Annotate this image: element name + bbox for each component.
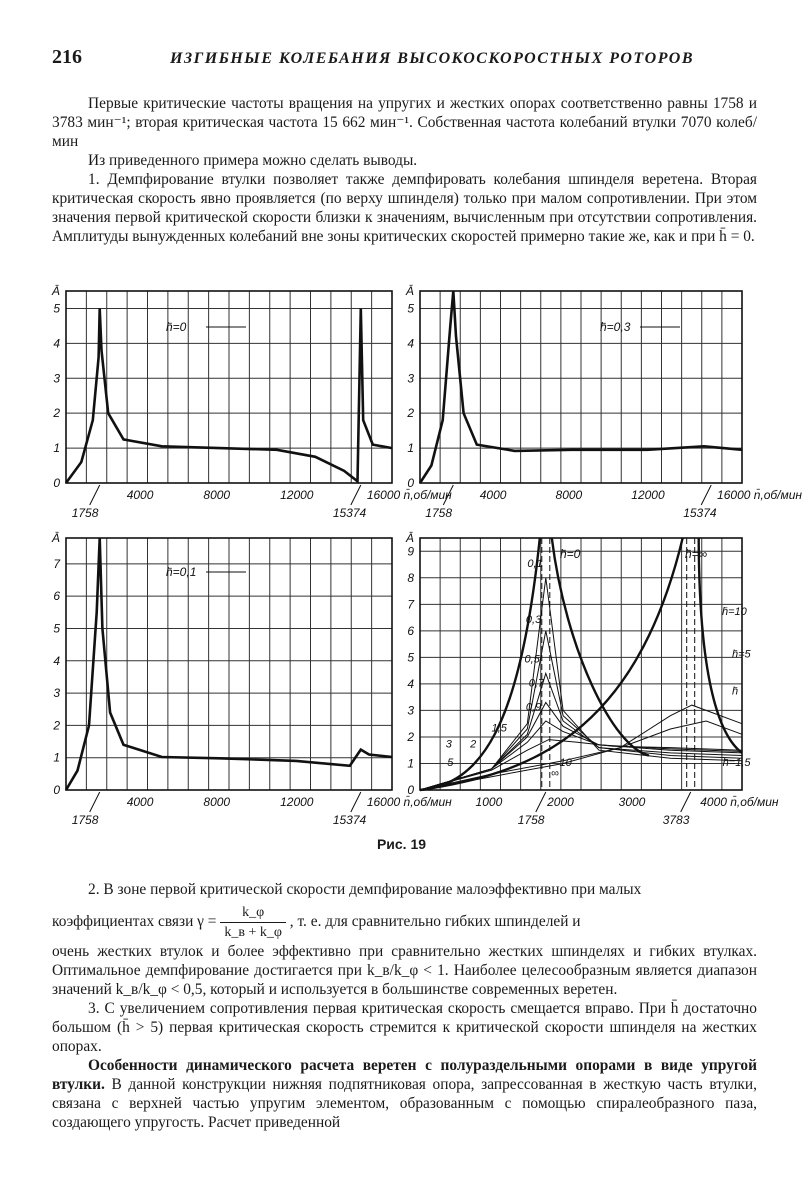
x-mark-label: 1758 <box>517 813 545 827</box>
panel-label: h̄=0,1 <box>166 565 197 579</box>
series-line-hinf-right <box>699 538 742 753</box>
coupling-coef-label: коэффициентах связи γ = <box>52 913 217 931</box>
figure-19 <box>0 275 803 835</box>
panel-label: h̄=0,3 <box>600 320 631 334</box>
y-tick-label: 5 <box>407 650 414 665</box>
conclusion-paragraph-4 <box>52 1056 757 1132</box>
x-mark-pointer <box>536 792 546 812</box>
x-mark-label: 1758 <box>71 506 99 520</box>
curve-label: 10 <box>559 757 572 770</box>
y-tick-label: 3 <box>53 371 60 386</box>
y-tick-label: 1 <box>407 756 414 771</box>
page-number: 216 <box>52 46 82 68</box>
y-tick-label: 0 <box>53 476 60 490</box>
x-mark-pointer <box>681 792 691 812</box>
x-tick-label: 12000 <box>280 488 314 502</box>
panel-label-right: h̄=∞ <box>685 547 708 561</box>
intro-paragraph-1: Первые критические частоты вращения на упругих и жестких опорах соответственно равны 1758 и 3783 мин⁻¹; вторая критическая частота 15 662 мин⁻¹. Собственная частота колебаний втулки 7070 колеб/мин <box>52 95 757 150</box>
y-tick-label: 8 <box>407 570 414 585</box>
intro-text <box>52 94 757 246</box>
y-tick-label: 1 <box>407 441 414 456</box>
x-tick-label: 4000 <box>479 488 507 502</box>
page-header <box>52 46 752 74</box>
curve-label: h̄ <box>731 685 739 698</box>
x-mark-pointer <box>351 485 361 505</box>
y-tick-label: 0 <box>407 476 414 490</box>
panel-label: h̄=0 <box>166 320 187 334</box>
x-tick-label: 12000 <box>631 488 665 502</box>
y-tick-label: 4 <box>407 336 414 351</box>
running-title: ИЗГИБНЫЕ КОЛЕБАНИЯ ВЫСОКОСКОРОСТНЫХ РОТОРОВ <box>170 50 695 67</box>
x-mark-pointer <box>351 792 361 812</box>
x-mark-label: 15374 <box>683 506 717 520</box>
x-tick-label: 12000 <box>280 795 314 809</box>
x-tick-label: 2000 <box>547 795 574 809</box>
y-tick-label: 7 <box>407 597 414 612</box>
chart-family <box>405 531 779 827</box>
y-tick-label: 2 <box>53 718 60 733</box>
conclusion-paragraph-2b <box>52 903 757 942</box>
conclusion-paragraph-2c: очень жестких втулок и более эффективно при сравнительно жестких шпинделях и гибких втулках. Оптимальное демпфирование достигается при k_в/k_φ < 1. Наиболее целесообразным является диапазон значений k_в/k_φ < 0,5, который и используется в большинстве современных веретен. <box>52 943 757 998</box>
x-tick-label: 4000 <box>126 488 154 502</box>
curve-label: 5 <box>447 757 454 770</box>
curve-label: 0,1 <box>527 558 543 571</box>
x-tick-label: 8000 <box>555 488 583 502</box>
curve-label: 2 <box>470 738 477 751</box>
y-tick-label: 4 <box>53 653 60 668</box>
curve-label: 1,5 <box>491 722 507 735</box>
coupling-fraction <box>220 903 286 942</box>
y-axis-label: Ā <box>406 284 415 298</box>
y-tick-label: 0 <box>407 783 414 797</box>
x-mark-label: 3783 <box>662 813 690 827</box>
y-tick-label: 4 <box>53 336 60 351</box>
panel-label-left: h̄=0 <box>560 547 581 561</box>
conclusion-paragraph-3: 3. С увеличением сопротивления первая критическая скорость смещается вправо. При h̄ достаточно большом (h̄ > 5) первая критическая скорость стремится к критической скорости шпинделя на жестких опорах. <box>52 1000 757 1055</box>
chart-h0 <box>51 284 452 520</box>
section-heading: Особенности динамического расчета веретен с полураздельными опорами в виде упругой втулки. <box>52 1057 757 1093</box>
fraction-numerator: k_φ <box>220 903 286 923</box>
x-tick-label: 3000 <box>618 795 646 809</box>
curve-label: h̄=5 <box>731 648 751 661</box>
coupling-coef-tail: , т. е. для сравнительно гибких шпинделей и <box>289 913 581 931</box>
y-tick-label: 5 <box>407 301 414 316</box>
x-mark-pointer <box>90 792 100 812</box>
y-tick-label: 5 <box>53 301 60 316</box>
x-mark-label: 15374 <box>332 506 367 520</box>
x-mark-label: 1758 <box>71 813 99 827</box>
chart-h01 <box>51 531 452 827</box>
x-tick-label: 16000 n̄,об/мин <box>717 488 803 502</box>
curve-label: 0,3 <box>525 613 542 626</box>
x-mark-pointer <box>701 485 711 505</box>
intro-paragraph-3: 1. Демпфирование втулки позволяет также демпфировать колебания шпинделя веретена. Вторая критическая скорость явно проявляется (по верху шпинделя) только при малом сопротивлении. При этом значения первой критической скорости близки к значениям, вычисленным при отсутствии сопротивления. Амплитуды вынужденных колебаний вне зоны критических скоростей примерно такие же, как и при h̄ = 0. <box>52 171 757 245</box>
y-axis-label: Ā <box>52 284 61 298</box>
chart-h03 <box>405 284 802 520</box>
x-tick-label: 8000 <box>203 795 231 809</box>
y-tick-label: 6 <box>53 589 60 604</box>
y-tick-label: 9 <box>407 544 414 559</box>
y-tick-label: 5 <box>53 621 60 636</box>
y-tick-label: 1 <box>53 750 60 765</box>
section-body: В данной конструкции нижняя подпятниковая опора, запрессованная в жесткую часть втулки, связана с верхней частью упругим элементом, образованным с помощью спиралеобразного паза, создающего упругость. Расчет приведенной <box>52 1076 757 1131</box>
y-axis-label: Ā <box>406 531 415 545</box>
x-mark-label: 15374 <box>332 813 367 827</box>
x-tick-label: 8000 <box>203 488 231 502</box>
y-tick-label: 1 <box>53 441 60 456</box>
y-tick-label: 4 <box>407 676 414 691</box>
conclusions-text <box>52 880 757 1132</box>
y-tick-label: 3 <box>53 686 60 701</box>
curve-label: 0,9 <box>525 701 542 714</box>
x-tick-label: 16000 n̄,об/мин <box>366 795 452 809</box>
x-mark-pointer <box>90 485 100 505</box>
x-mark-label: 1758 <box>425 506 453 520</box>
y-axis-label: Ā <box>52 531 61 545</box>
conclusion-paragraph-2a: 2. В зоне первой критической скорости демпфирование малоэффективно при малых <box>88 881 642 898</box>
y-tick-label: 2 <box>407 729 414 744</box>
y-tick-label: 0 <box>53 783 60 797</box>
intro-paragraph-2: Из приведенного примера можно сделать выводы. <box>88 152 418 169</box>
curve-label: 3 <box>445 738 452 751</box>
curve-label: h̄=1,5 <box>722 757 751 770</box>
y-tick-label: 2 <box>407 406 414 421</box>
x-tick-label: 4000 <box>126 795 154 809</box>
x-tick-label: 1000 <box>475 795 503 809</box>
fraction-denominator: k_в + k_φ <box>224 925 282 940</box>
x-tick-label: 16000 n̄,об/мин <box>366 488 452 502</box>
curve-label: ∞ <box>550 767 559 780</box>
y-tick-label: 2 <box>53 406 60 421</box>
curve-label: h̄=10 <box>721 605 747 618</box>
y-tick-label: 3 <box>407 371 414 386</box>
y-tick-label: 6 <box>407 623 414 638</box>
figure-caption: Рис. 19 <box>376 836 427 852</box>
x-tick-label: 4000 n̄,об/мин <box>700 795 779 809</box>
curve-label: 0,7 <box>528 677 545 690</box>
y-tick-label: 3 <box>407 703 414 718</box>
curve-label: 0,5 <box>524 653 540 666</box>
y-tick-label: 7 <box>53 556 60 571</box>
